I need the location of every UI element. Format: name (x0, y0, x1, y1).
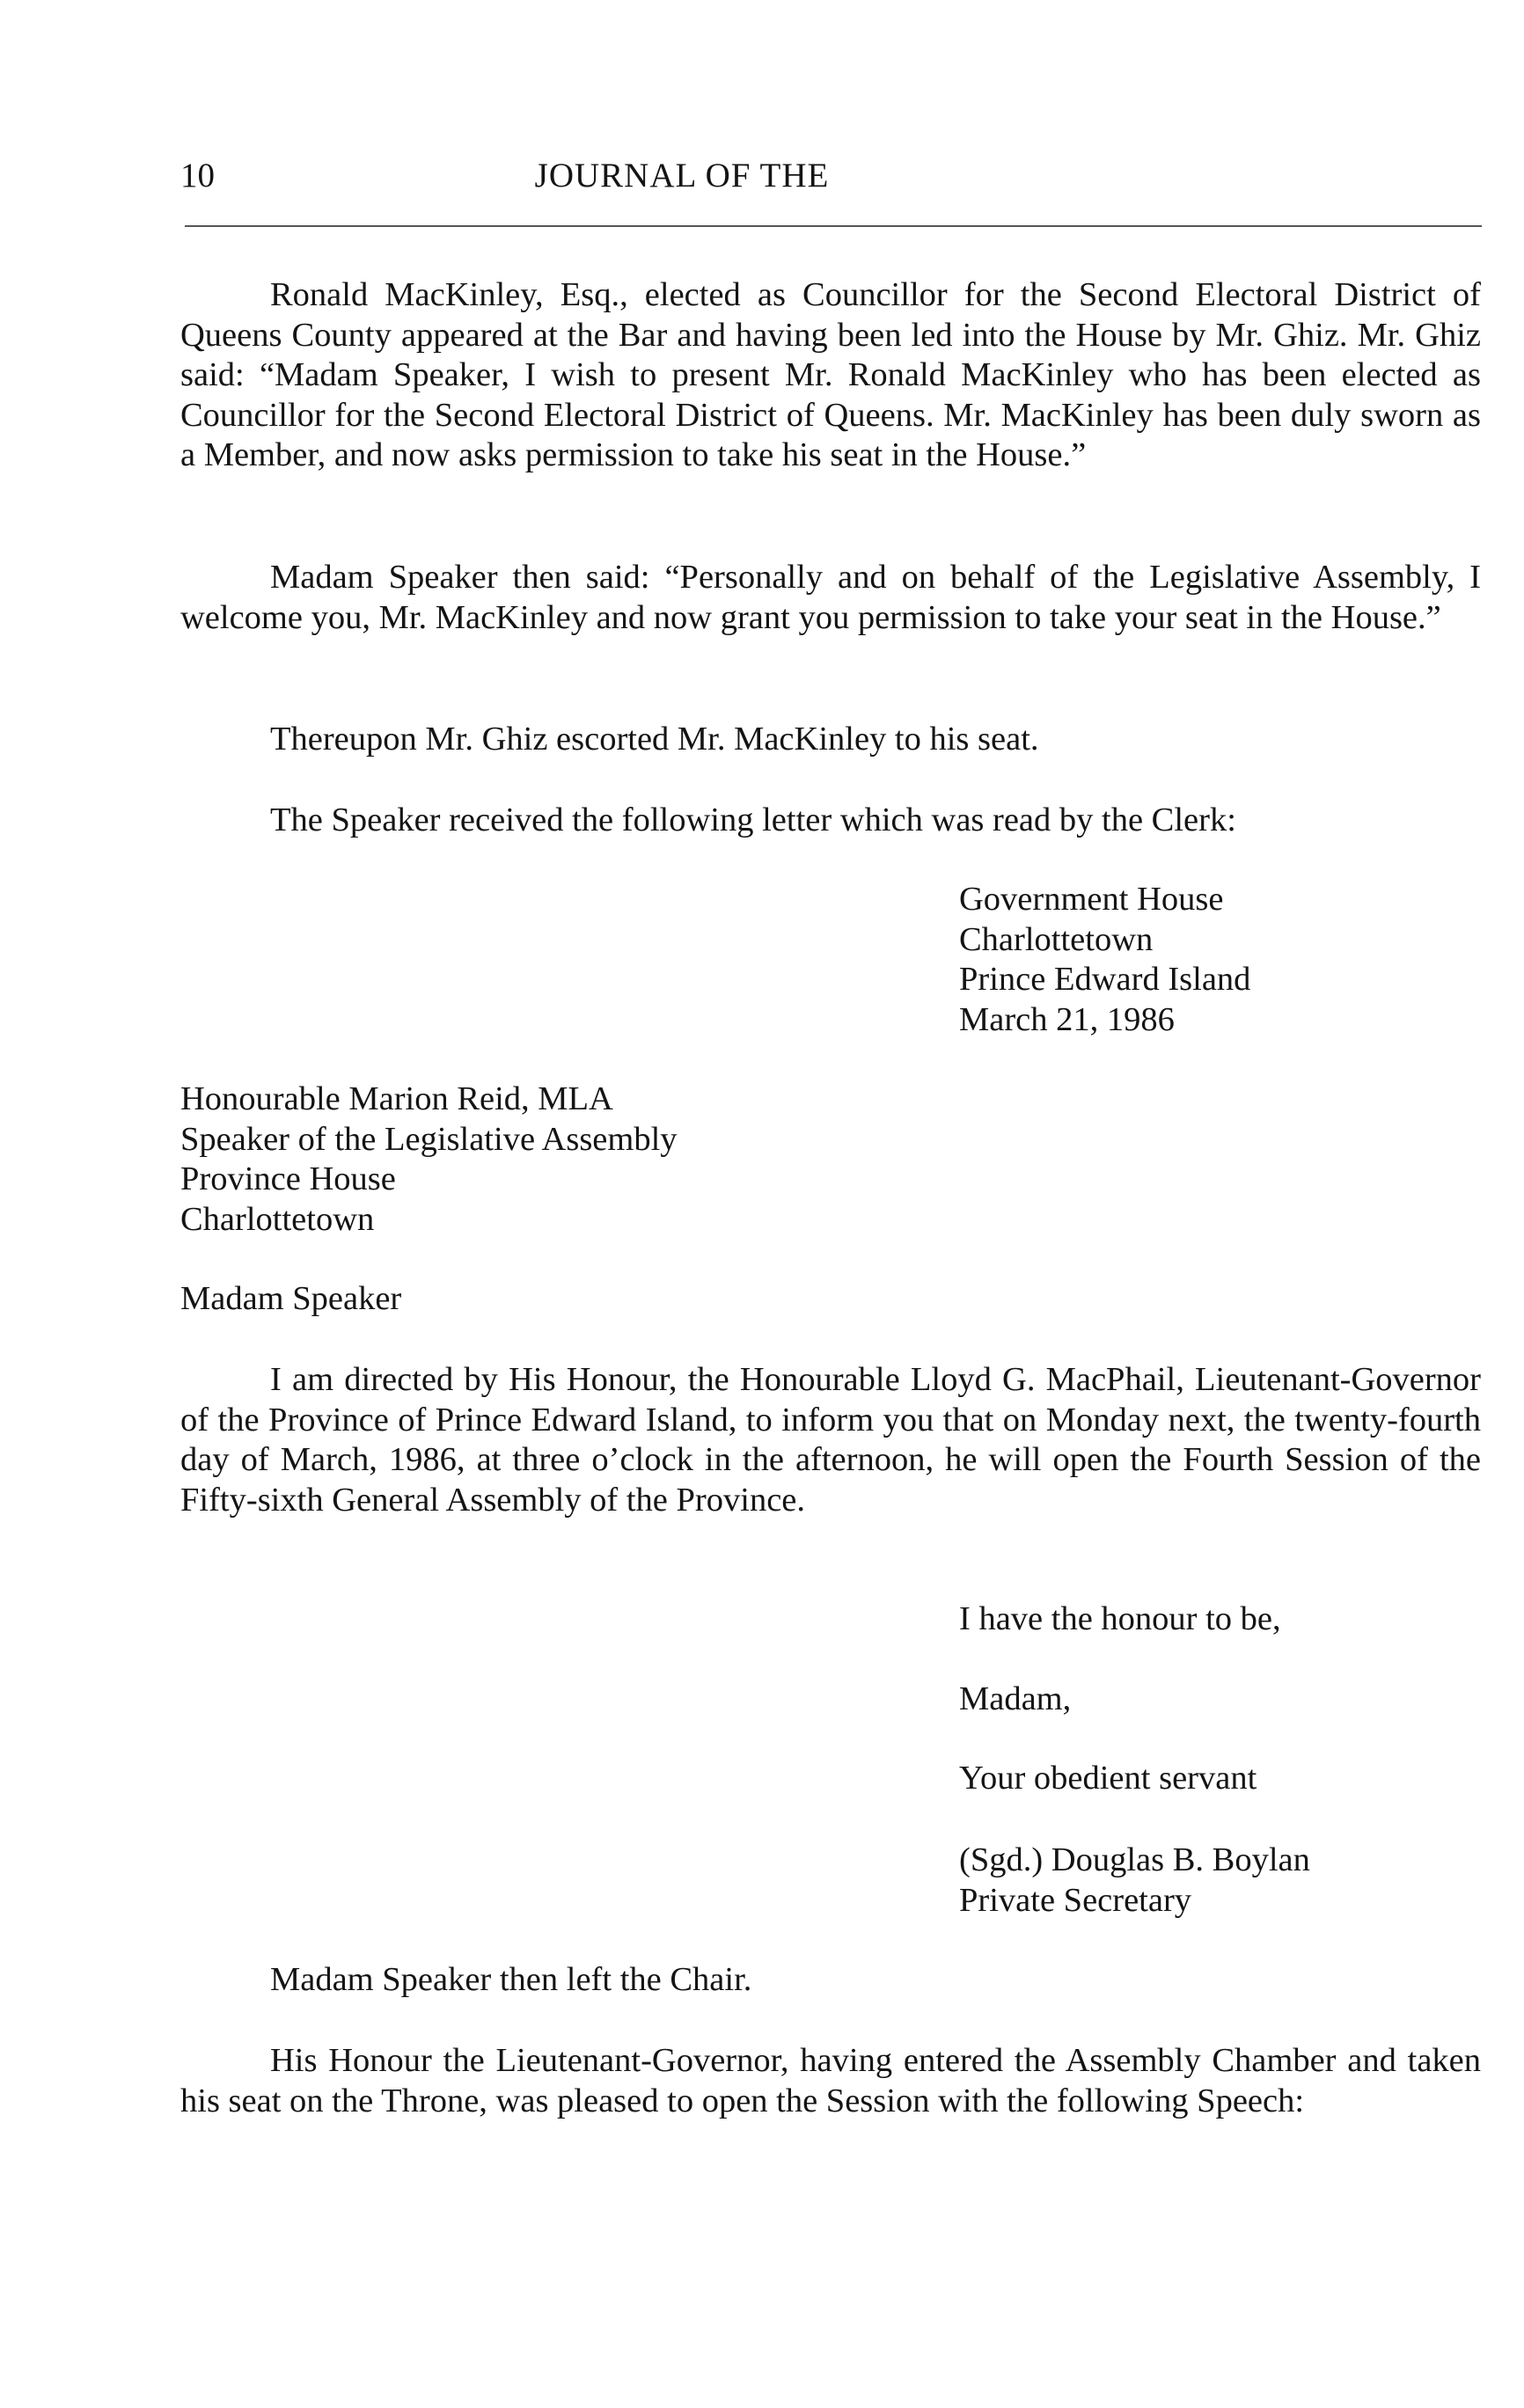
letter-recipient-address (180, 1080, 678, 1240)
sender-address-line: Prince Edward Island (959, 961, 1251, 998)
page-header (180, 155, 1483, 208)
letter-signature (959, 1841, 1310, 1921)
signature-title: Private Secretary (959, 1881, 1192, 1919)
paragraph-speaker-welcome: Madam Speaker then said: “Personally and on behalf of the Legislative Assembly, I welcome you, Mr. MacKinley and now grant you permission to take your seat in the House.” (180, 559, 1481, 636)
paragraph-letter-received: The Speaker received the following letter which was read by the Clerk: (270, 801, 1236, 838)
recipient-address-line: Honourable Marion Reid, MLA (180, 1080, 613, 1117)
paragraph-throne-speech: His Honour the Lieutenant-Governor, having entered the Assembly Chamber and taken his seat on the Throne, was pleased to open the Session with the following Speech: (180, 2042, 1481, 2119)
closing-line: Madam, (959, 1680, 1072, 1717)
closing-line: I have the honour to be, (959, 1600, 1281, 1637)
letter-salutation: Madam Speaker (180, 1280, 402, 1317)
page-number: 10 (180, 157, 215, 194)
recipient-address-line: Province House (180, 1160, 396, 1197)
closing-line: Your obedient servant (959, 1760, 1257, 1797)
letter-body: I am directed by His Honour, the Honourable Lloyd G. MacPhail, Lieutenant-Governor of the Province of Prince Edward Island, to inform you that on Monday next, the twenty-fourth day of March, 1986, at three o’clock in the afternoon, he will open the Fourth Session of the Fifty-sixth General Assembly of the Province. (180, 1361, 1481, 1519)
sender-address-line: Government House (959, 881, 1224, 918)
sender-address-line: Charlottetown (959, 920, 1154, 958)
signature-name: (Sgd.) Douglas B. Boylan (959, 1841, 1310, 1878)
recipient-address-line: Speaker of the Legislative Assembly (180, 1120, 678, 1158)
recipient-address-line: Charlottetown (180, 1200, 375, 1238)
paragraph-mackinley-intro: Ronald MacKinley, Esq., elected as Councillor for the Second Electoral District of Queens County appeared at the Bar and having been led into the House by Mr. Ghiz. Mr. Ghiz said: “Madam Speaker, I wish to present Mr. Ronald MacKinley who has been elected as Councillor for the Second Electoral District of Queens. Mr. MacKinley has been duly sworn as a Member, and now asks permission to take his seat in the House.” (180, 276, 1481, 473)
paragraph-escort: Thereupon Mr. Ghiz escorted Mr. MacKinley to his seat. (270, 721, 1039, 758)
running-head: JOURNAL OF THE (534, 157, 830, 194)
letter-sender-address (959, 880, 1250, 1040)
letter-date: March 21, 1986 (959, 1000, 1175, 1038)
paragraph-left-chair: Madam Speaker then left the Chair. (270, 1961, 752, 1998)
header-rule (185, 225, 1482, 227)
letter-closing (959, 1599, 1281, 1839)
